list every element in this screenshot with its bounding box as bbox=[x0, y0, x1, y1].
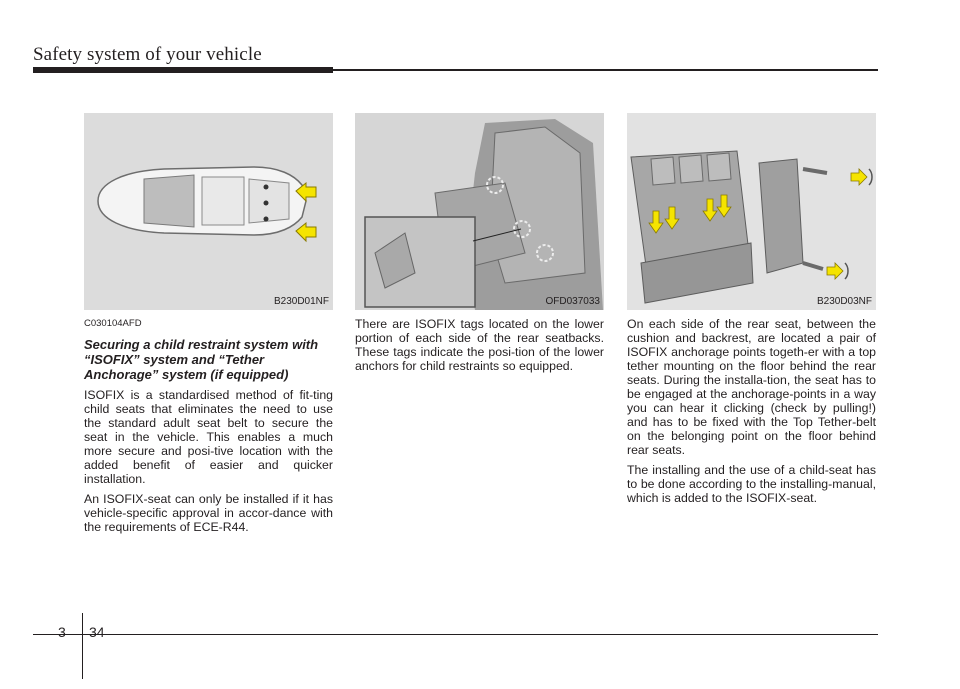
section-title: Securing a child restraint system with “ISOFIX” system and “Tether Anchorage” system (if equipped) bbox=[84, 337, 319, 382]
anchorage-points-illustration bbox=[627, 113, 876, 310]
header-rule-thick bbox=[33, 67, 333, 73]
page-header-title: Safety system of your vehicle bbox=[33, 44, 262, 65]
figure-code: B230D01NF bbox=[273, 296, 329, 307]
figure-code: OFD037033 bbox=[545, 296, 600, 307]
figure-car-top-view bbox=[84, 113, 333, 310]
figure-code: B230D03NF bbox=[816, 296, 872, 307]
paragraph: There are ISOFIX tags located on the lower portion of each side of the rear seatbacks. These tags indicate the posi-tion of the lower anchors for child restraints so equipped. bbox=[355, 317, 604, 373]
footer-vertical-rule bbox=[82, 613, 83, 679]
car-top-view-illustration bbox=[84, 113, 333, 310]
figure-rear-seat-tags bbox=[355, 113, 604, 310]
footer-rule bbox=[33, 634, 878, 635]
column-3 bbox=[627, 317, 876, 511]
paragraph: The installing and the use of a child-seat has to be done according to the installing-manual, which is added to the ISOFIX-seat. bbox=[627, 463, 876, 505]
section-code: C030104AFD bbox=[84, 318, 142, 329]
column-2 bbox=[355, 317, 604, 379]
paragraph: An ISOFIX-seat can only be installed if it has vehicle-specific approval in accor-dance with the requirements of ECE-R44. bbox=[84, 492, 333, 534]
figure-anchorage-points bbox=[627, 113, 876, 310]
rear-seat-tags-illustration bbox=[355, 113, 604, 310]
header-rule-thin bbox=[333, 69, 878, 71]
paragraph: ISOFIX is a standardised method of fit-ting child seats that eliminates the need to use the standard adult seat belt to secure the seat in the vehicle. This enables a much more secure and posi-tive location with the added benefit of easier and quicker installation. bbox=[84, 388, 333, 486]
page-number: 34 bbox=[89, 624, 105, 640]
chapter-number: 3 bbox=[58, 624, 66, 640]
paragraph: On each side of the rear seat, between the cushion and backrest, are located a pair of ISOFIX anchorage points togeth-er with a top tether mounting on the floor behind the rear seats. During the installa-tion, the seat has to be engaged at the anchorage-points in a way you can hear it clicking (check by pulling!) and has to be fixed with the Top Tether-belt on the belonging point on the floor behind rear seats. bbox=[627, 317, 876, 457]
column-1 bbox=[84, 317, 333, 540]
